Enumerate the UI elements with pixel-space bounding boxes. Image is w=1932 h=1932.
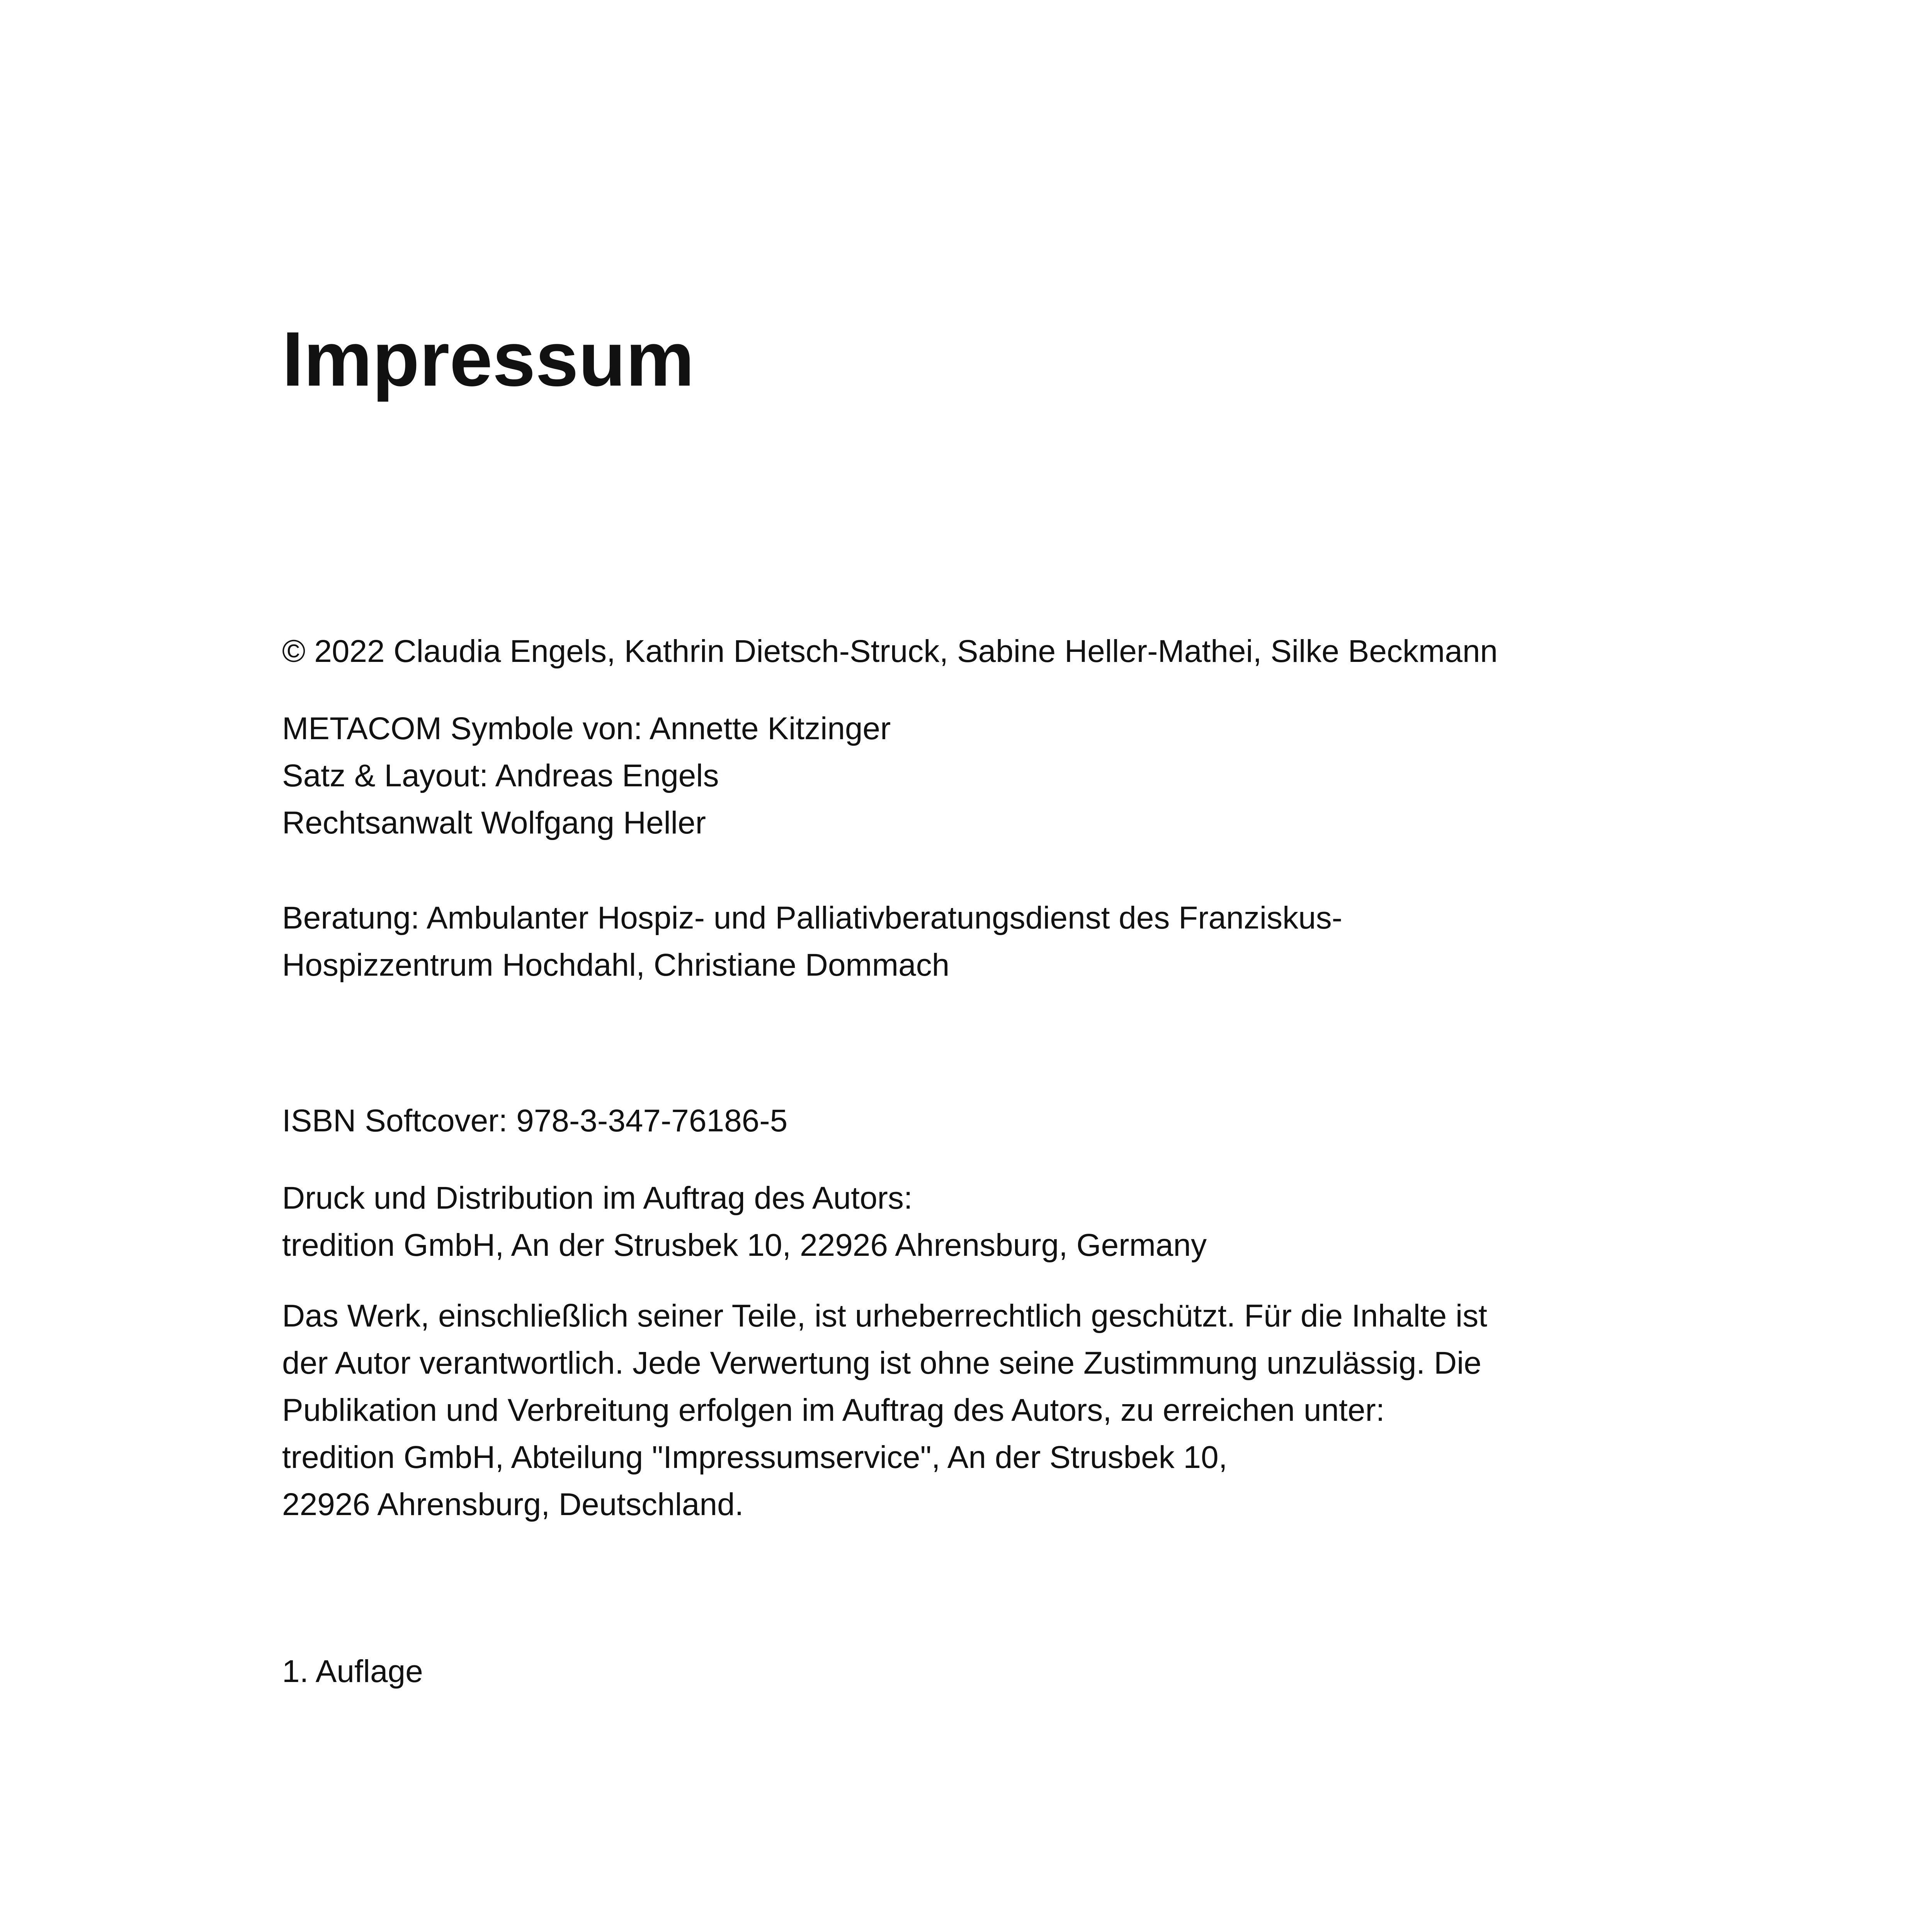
page-title: Impressum [282,316,695,402]
isbn-softcover: ISBN Softcover: 978-3-347-76186-5 [282,1103,788,1138]
credit-line: METACOM Symbole von: Annette Kitzinger [282,711,891,746]
copyright-block [282,628,1789,675]
notice-line: 22926 Ahrensburg, Deutschland. [282,1487,744,1522]
credit-line: Satz & Layout: Andreas Engels [282,758,719,793]
edition-label: 1. Auflage [282,1654,423,1689]
druck-block [282,1175,1789,1269]
notice-line: Publikation und Verbreitung erfolgen im Auftrag des Autors, zu erreichen unter: [282,1393,1385,1428]
beratung-line: Beratung: Ambulanter Hospiz- und Palliativberatungsdienst des Franziskus- [282,900,1342,935]
druck-line: Druck und Distribution im Auftrag des Autors: [282,1180,913,1216]
notice-line: tredition GmbH, Abteilung "Impressumservice", An der Strusbek 10, [282,1440,1228,1475]
isbn-softcover-block [282,1097,1789,1145]
edition-block [282,1648,1789,1695]
copyright-line: © 2022 Claudia Engels, Kathrin Dietsch-Struck, Sabine Heller-Mathei, Silke Beckmann [282,634,1498,669]
credit-line: Rechtsanwalt Wolfgang Heller [282,805,706,840]
credits-block [282,705,1789,847]
druck-line: tredition GmbH, An der Strusbek 10, 22926 Ahrensburg, Germany [282,1228,1207,1263]
beratung-line: Hospizzentrum Hochdahl, Christiane Dommach [282,947,950,983]
notice-line: der Autor verantwortlich. Jede Verwertung ist ohne seine Zustimmung unzulässig. Die [282,1345,1481,1381]
beratung-block [282,895,1789,989]
copyright-notice-block [282,1293,1789,1528]
notice-line: Das Werk, einschließlich seiner Teile, ist urheberrechtlich geschützt. Für die Inhalte ist [282,1298,1487,1333]
